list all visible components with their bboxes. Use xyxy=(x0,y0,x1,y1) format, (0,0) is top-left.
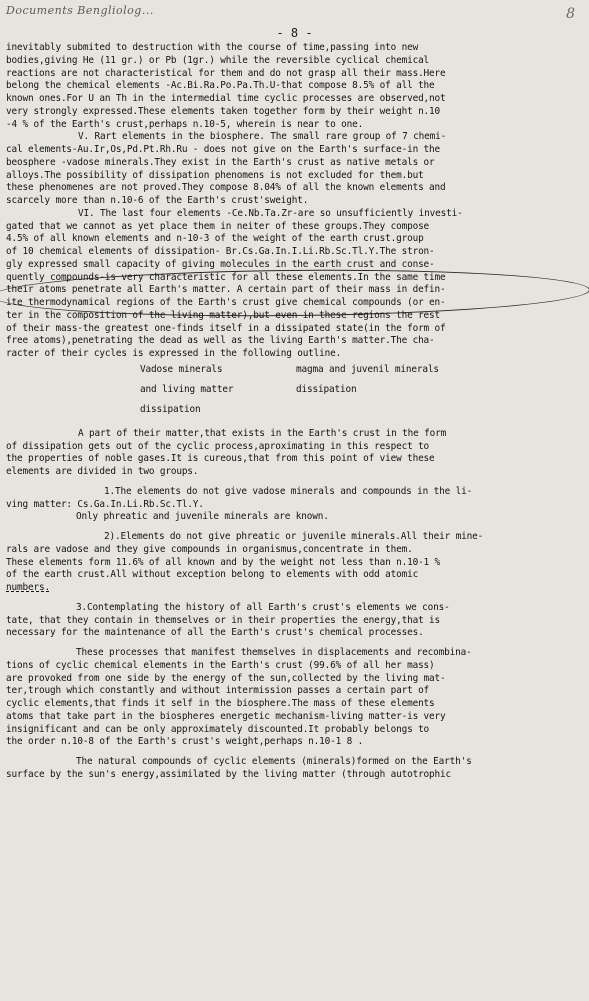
text-line: A part of their matter,that exists in the Earth's crust in the form xyxy=(78,427,447,439)
text-line: the order n.10-8 of the Earth's crust's weight,perhaps n.10-1 8 . xyxy=(6,736,364,748)
outline-right-item: magma and juvenil minerals xyxy=(296,364,439,376)
page-number: - 8 - xyxy=(276,26,313,40)
outline-left-item: and living matter xyxy=(140,384,234,396)
text-line: of dissipation gets out of the cyclic process,aproximating in this respect to xyxy=(6,440,430,452)
text-line: are provoked from one side by the energy of the sun,collected by the living mat- xyxy=(6,672,446,684)
text-line: The natural compounds of cyclic elements (minerals)formed on the Earth's xyxy=(76,756,472,767)
text-line: necessary for the maintenance of all the Earth's crust's chemical processes. xyxy=(6,627,424,639)
text-line: elements are divided in two groups. xyxy=(6,466,199,477)
text-line: 1.The elements do not give vadose minerals and compounds in the li- xyxy=(104,485,473,497)
text-line: numbers. xyxy=(6,582,50,593)
outline-right-item: dissipation xyxy=(296,384,357,396)
text-line: these phenomenes are not proved.They compose 8.04% of all the known elements and xyxy=(6,182,446,194)
text-line: tions of cyclic chemical elements in the Earth's crust (99.6% of all her mass) xyxy=(6,659,435,671)
text-line: tate, that they contain in themselves or in their properties the energy,that is xyxy=(6,614,441,626)
paragraph-dissipation xyxy=(6,428,581,479)
cycle-outline xyxy=(6,361,581,421)
text-line: -4 % of the Earth's crust,perhaps n.10-5, wherein is near to one. xyxy=(6,118,364,130)
text-line: beosphere -vadose minerals.They exist in the Earth's crust as native metals or xyxy=(6,156,435,168)
outline-left-item: dissipation xyxy=(140,404,201,416)
typed-text-body xyxy=(6,42,581,782)
text-line: reactions are not characteristical for them and do not grasp all their mass.Here xyxy=(6,67,446,79)
text-line: cal elements-Au.Ir,Os,Pd.Pt.Rh.Ru - does not give on the Earth's surface-in the xyxy=(6,144,441,155)
list-item-1 xyxy=(6,486,581,524)
text-line: 2).Elements do not give phreatic or juvenile minerals.All their mine- xyxy=(104,531,484,542)
text-line: These elements form 11.6% of all known and by the weight not less than n.10-1 % xyxy=(6,556,441,568)
text-line: cyclic elements,that finds it self in the biosphere.The mass of these elements xyxy=(6,698,435,709)
text-line: inevitably submited to destruction with the course of time,passing into new xyxy=(6,42,419,53)
text-line: known ones.For U an Th in the intermedial time cyclic processes are observed,not xyxy=(6,93,446,104)
text-line: Only phreatic and juvenile minerals are known. xyxy=(76,511,329,523)
paragraph-rare-elements xyxy=(6,131,581,208)
text-line: scarcely more than n.10-6 of the Earth's crust'sweight. xyxy=(6,195,309,206)
text-line: 3.Contemplating the history of all Earth's crust's elements we cons- xyxy=(76,601,450,613)
text-line: insignificant and can be only approximately discounted.It probably belongs to xyxy=(6,723,430,735)
text-line: gated that we cannot as yet place them in neiter of these groups.They compose xyxy=(6,220,430,232)
text-line: of the earth crust.All without exception belong to elements with odd atomic xyxy=(6,569,419,581)
text-line: ter,trough which constantly and without intermission passes a certain part of xyxy=(6,685,430,697)
text-line: their atoms penetrate all Earth's matter. A certain part of their mass in defin- xyxy=(6,284,446,296)
text-line: surface by the sun's energy,assimilated by the living matter (through autotrophic xyxy=(6,768,452,780)
paragraph-uninvestigated-elements xyxy=(6,208,581,361)
text-line: of 10 chemical elements of dissipation- Br.Cs.Ga.In.I.Li.Rb.Sc.Tl.Y.The stron- xyxy=(6,246,435,257)
paragraph-natural-compounds xyxy=(6,756,581,782)
text-line: alloys.The possibility of dissipation phenomens is not excluded for them.but xyxy=(6,169,424,181)
paragraph-energy-processes xyxy=(6,647,581,749)
handwritten-corner-mark: 8 xyxy=(566,6,575,22)
text-line: belong the chemical elements -Ac.Bi.Ra.Po.Pa.Th.U-that compose 8.5% of all the xyxy=(6,80,435,92)
text-line: ite thermodynamical regions of the Earth's crust give chemical compounds (or en- xyxy=(6,297,446,308)
list-item-3 xyxy=(6,602,581,640)
text-line: ving matter: Cs.Ga.In.Li.Rb.Sc.Tl.Y. xyxy=(6,498,204,510)
text-line: very strongly expressed.These elements taken together form by their weight n.10 xyxy=(6,105,441,117)
text-line: V. Rart elements in the biosphere. The small rare group of 7 chemi- xyxy=(78,131,447,143)
text-line: ter in the composition of the living matter),but even in these regions the rest xyxy=(6,309,441,321)
text-line: bodies,giving He (11 gr.) or Pb (1gr.) while the reversible cyclical chemical xyxy=(6,54,430,66)
text-line: 4.5% of all known elements and n-10-3 of the weight of the earth crust.group xyxy=(6,233,424,245)
text-line: of their mass-the greatest one-finds itself in a dissipated state(in the form of xyxy=(6,322,446,334)
text-line: VI. The last four elements -Ce.Nb.Ta.Zr-are so unsufficiently investi- xyxy=(78,207,463,219)
text-line: These processes that manifest themselves in displacements and recombina- xyxy=(76,647,472,658)
text-line: atoms that take part in the biospheres energetic mechanism-living matter-is very xyxy=(6,710,446,722)
text-line: gly expressed small capacity of giving molecules in the earth crust and conse- xyxy=(6,258,435,270)
list-item-2 xyxy=(6,531,581,595)
text-line: rals are vadose and they give compounds in organismus,concentrate in them. xyxy=(6,543,413,555)
outline-left-item: Vadose minerals xyxy=(140,364,223,376)
paragraph-radioactive-elements xyxy=(6,42,581,131)
text-line: free atoms),penetrating the dead as well as the living Earth's matter.The cha- xyxy=(6,335,435,347)
text-line: quently compounds-is very characteristic for all these elements.In the same time xyxy=(6,271,446,283)
handwritten-note: Documents Bengliolog... xyxy=(6,4,154,17)
text-line: racter of their cycles is expressed in the following outline. xyxy=(6,348,342,359)
text-line: the properties of noble gases.It is cureous,that from this point of view these xyxy=(6,453,435,465)
